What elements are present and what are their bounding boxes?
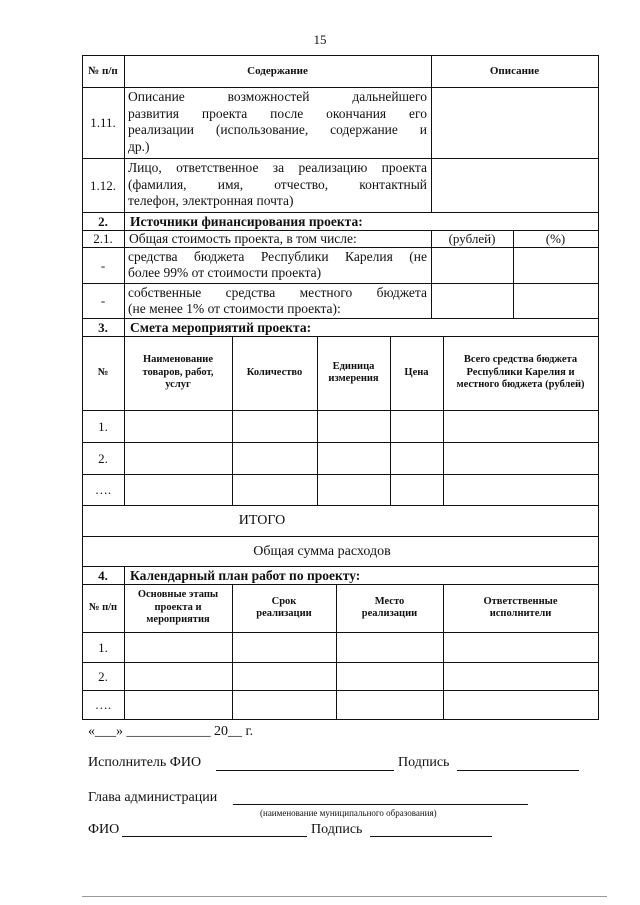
plan-header-number: № п/п (88, 601, 118, 613)
column-header-description: Описание (489, 64, 540, 77)
page-number: 15 (313, 32, 327, 47)
row-local-budget-content (124, 285, 431, 318)
municipality-name-line[interactable] (233, 804, 528, 805)
row-number-2-1: 2.1. (93, 231, 113, 246)
estimate-header-number: № (97, 366, 109, 378)
estimate-header-quantity: Количество (246, 366, 303, 378)
row-local-line-1: собственные средства местного бюджета (128, 285, 427, 300)
section-4-number: 4. (98, 567, 108, 583)
percent-column-label: (%) (545, 231, 566, 246)
fio-label: ФИО (88, 822, 120, 837)
row-budget-line-1: средства бюджета Республики Карелия (не (128, 249, 427, 264)
row-budget-line-2: более 99% от стоимости проекта) (128, 265, 322, 280)
rubles-column-label: (рублей) (448, 231, 496, 246)
row-dash-local: - (100, 293, 106, 308)
row-1-11-line-4: др.) (128, 138, 150, 154)
plan-row-number-more: …. (94, 697, 112, 712)
estimate-header-unit: Единица измерения (328, 360, 379, 384)
row-1-12-line-1: Лицо, ответственное за реализацию проекта (128, 160, 427, 175)
row-2-1-content: Общая стоимость проекта, в том числе: (129, 231, 357, 246)
section-3-title: Смета мероприятий проекта: (130, 319, 312, 335)
head-sign-label: Подпись (311, 822, 363, 837)
executor-sign-label: Подпись (398, 755, 450, 770)
estimate-header-total: Всего средства бюджета Республики Карелия и местного бюджета (рублей) (456, 354, 585, 391)
plan-header-stages: Основные этапы проекта и мероприятия (137, 589, 219, 626)
estimate-row-number-more: …. (94, 482, 112, 497)
section-4-title: Календарный план работ по проекту: (130, 567, 361, 583)
row-budget-rk-content (124, 249, 431, 283)
fio-line[interactable] (122, 836, 307, 837)
row-1-12-line-3: телефон, электронная почта) (128, 193, 294, 208)
plan-header-responsible: Ответственные исполнители (483, 595, 558, 619)
section-3-number: 3. (98, 319, 108, 335)
estimate-row-number-2: 2. (98, 450, 108, 466)
row-1-11-line-3: реализации (использование, содержание и (128, 122, 427, 137)
estimate-header-name: Наименование товаров, работ, услуг (142, 354, 214, 391)
date-line: «___» ____________ 20__ г. (88, 724, 254, 739)
plan-row-number-2: 2. (98, 668, 108, 684)
row-1-12-content (124, 160, 431, 212)
head-sign-line[interactable] (370, 836, 492, 837)
row-local-line-2: (не менее 1% от стоимости проекта): (128, 301, 341, 316)
estimate-header-price: Цена (404, 366, 429, 378)
estimate-row-number-1: 1. (98, 418, 108, 434)
executor-name-line[interactable] (216, 770, 394, 771)
row-1-11-content (124, 89, 431, 157)
column-header-number: № п/п (88, 64, 118, 77)
row-dash-budget: - (100, 257, 106, 273)
plan-header-term: Срок реализации (256, 595, 312, 619)
row-1-11-line-2: развития проекта после окончания его (128, 105, 427, 121)
page-bottom-rule (82, 896, 607, 897)
section-2-title: Источники финансирования проекта: (130, 213, 363, 229)
total-expenses-label: Общая сумма расходов (253, 543, 391, 559)
row-1-12-line-2: (фамилия, имя, отчество, контактный (128, 176, 427, 192)
municipality-note: (наименование муниципального образования) (260, 808, 437, 818)
executor-sign-line[interactable] (457, 770, 579, 771)
row-1-11-line-1: Описание возможностей дальнейшего (128, 89, 427, 104)
row-number-1-11: 1.11. (90, 115, 116, 130)
executor-label: Исполнитель ФИО (88, 755, 202, 770)
head-of-administration-label: Глава администрации (88, 790, 218, 805)
plan-row-number-1: 1. (98, 639, 108, 655)
column-header-content: Содержание (247, 64, 308, 77)
itogo-label: ИТОГО (238, 513, 286, 528)
section-2-number: 2. (98, 213, 108, 229)
plan-header-place: Место реализации (361, 595, 418, 619)
row-number-1-12: 1.12. (90, 177, 116, 193)
